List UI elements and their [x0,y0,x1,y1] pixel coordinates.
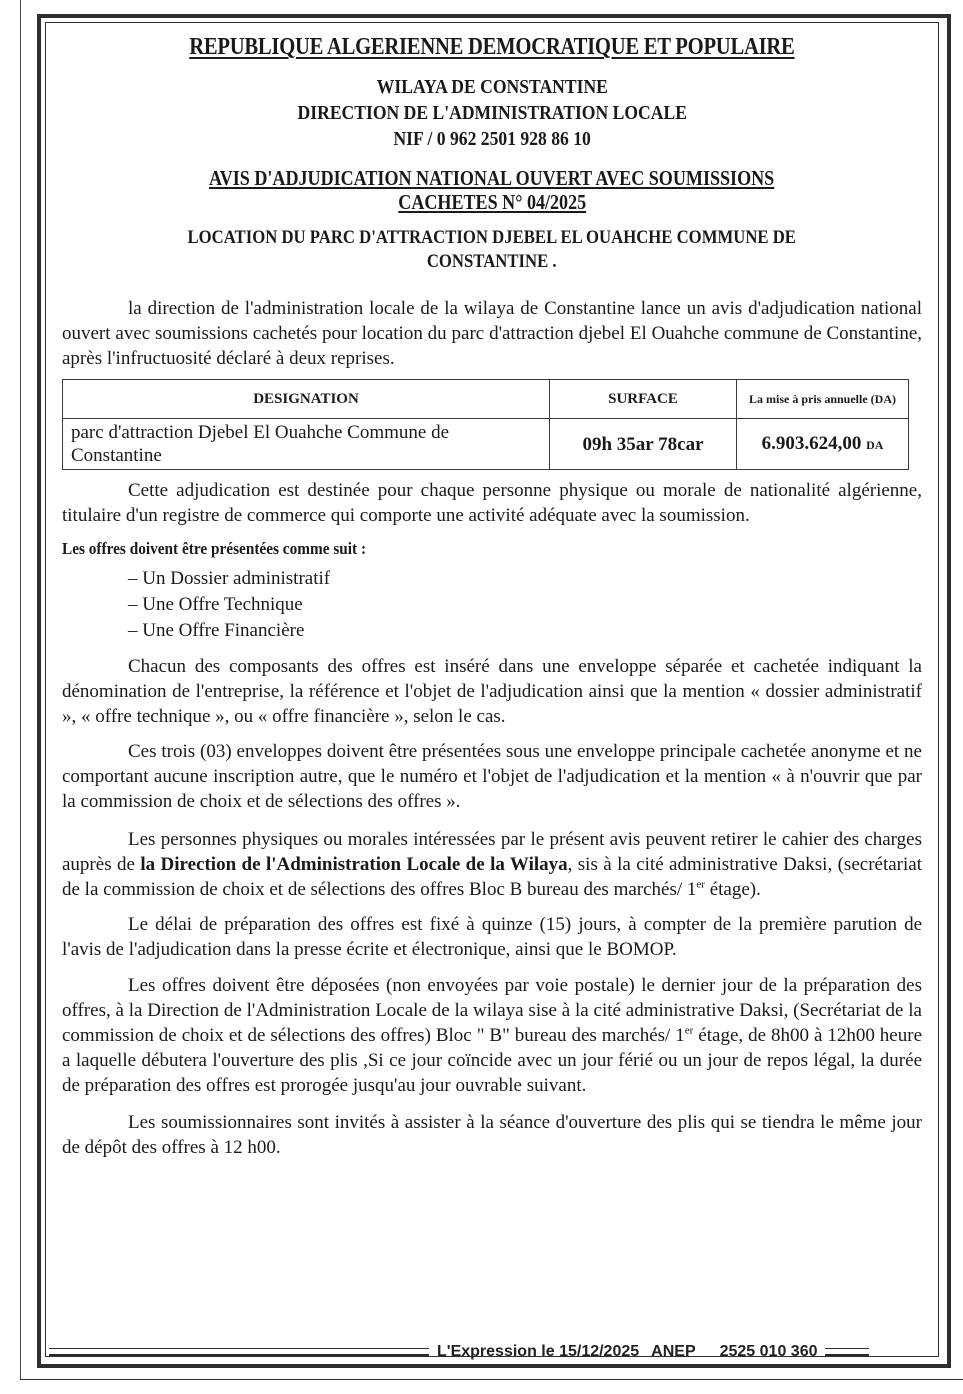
list-item: – Un Dossier administratif [128,568,331,589]
republic-heading: REPUBLIQUE ALGERIENNE DEMOCRATIQUE ET POPULAIRE [189,34,795,60]
cell-surface: 09h 35ar 78car [550,419,737,470]
footer-rule-right [825,1348,869,1356]
publication-source: L'Expression le 15/12/2025 [437,1343,640,1360]
envelopes-paragraph: Chacun des composants des offres est inséré dans une enveloppe séparée et cachetée indiquant la dénomination de l'entreprise, la référence et l'objet de l'adjudication ainsi que la mention « dossier administratif », « offre technique », ou « offre financière », selon le cas. [62,656,922,727]
wilaya-heading: WILAYA DE CONSTANTINE [376,76,608,98]
deposit-paragraph: Les offres doivent être déposées (non envoyées par voie postale) le dernier jour de la préparation des offres, à la Direction de l'Administration Locale de la wilaya sise à la cité administrative Daksi, (Secrétariat de la commission de choix et de sélections des offres) Bloc " B" bureau des marchés/ 1er étage, de 8h00 à 12h00 heure a laquelle débutera l'ouverture des plis ,Si ce jour coïncide avec un jour férié ou un jour de repos légal, la durée de préparation des offres est prorogée jusqu'au jour ouvrable suivant. [62,975,922,1096]
issuing-authority: la Direction de l'Administration Locale de la Wilaya [140,854,568,875]
publication-footer [45,1341,939,1363]
intro-paragraph: la direction de l'administration locale de la wilaya de Constantine lance un avis d'adjudication national ouvert avec soumissions cachetés pour location du parc d'attraction djebel El Ouahche commune de Constantine, après l'infructuosité déclaré à deux reprises. [62,298,922,369]
publication-agency: ANEP [651,1343,696,1360]
cell-designation: parc d'attraction Djebel El Ouahche Commune de Constantine [63,419,550,470]
footer-rule-left [49,1348,429,1356]
lot-table [62,379,909,470]
scan-edge-bottom [20,1379,963,1380]
notice-title: AVIS D'ADJUDICATION NATIONAL OUVERT AVEC SOUMISSIONS CACHETES N° 04/2025 [209,166,775,214]
column-header-surface: SURFACE [550,380,737,419]
offers-heading: Les offres doivent être présentées comme suit : [62,539,367,558]
notice-subject: LOCATION DU PARC D'ATTRACTION DJEBEL EL OUAHCHE COMMUNE DE CONSTANTINE . [187,227,797,272]
cell-price [737,419,909,470]
eligibility-paragraph: Cette adjudication est destinée pour chaque personne physique ou morale de nationalité algérienne, titulaire d'un registre de commerce qui comporte une activité adéquate avec la soumission. [62,480,922,526]
nif-number: NIF / 0 962 2501 928 86 10 [393,128,591,150]
direction-heading: DIRECTION DE L'ADMINISTRATION LOCALE [297,102,687,124]
opening-paragraph: Les soumissionnaires sont invités à assister à la séance d'ouverture des plis qui se tiendra le même jour de dépôt des offres à 12 h00. [62,1112,922,1158]
table-header-row [63,380,909,419]
withdraw-paragraph: Les personnes physiques ou morales intéressées par le présent avis peuvent retirer le cahier des charges auprès de la Direction de l'Administration Locale de la Wilaya, sis à la cité administrative Daksi, (secrétariat de la commission de choix et de sélections des offres Bloc B bureau des marchés/ 1er étage). [62,829,922,900]
column-header-designation: DESIGNATION [63,380,550,419]
price-value: 6.903.624,00 [761,432,862,454]
main-envelope-paragraph: Ces trois (03) enveloppes doivent être présentées sous une enveloppe principale cachetée anonyme et ne comportant aucune inscription autre, que le numéro et l'objet de l'adjudication et la mention « à n'ouvrir que par la commission de choix et de sélections des offres ». [62,741,922,812]
scan-edge-left [20,0,21,1380]
offers-list [128,566,922,644]
price-unit: DA [866,437,884,452]
delay-paragraph: Le délai de préparation des offres est fixé à quinze (15) jours, à compter de la première parution de l'avis de l'adjudication dans la presse écrite et électronique, ainsi que le BOMOP. [62,914,922,960]
list-item: – Une Offre Financière [128,620,305,641]
list-item: – Une Offre Technique [128,594,303,615]
publication-reference: 2525 010 360 [719,1343,818,1360]
table-row [63,419,909,470]
notice-content [62,30,922,1160]
column-header-price: La mise à pris annuelle (DA) [737,380,909,419]
